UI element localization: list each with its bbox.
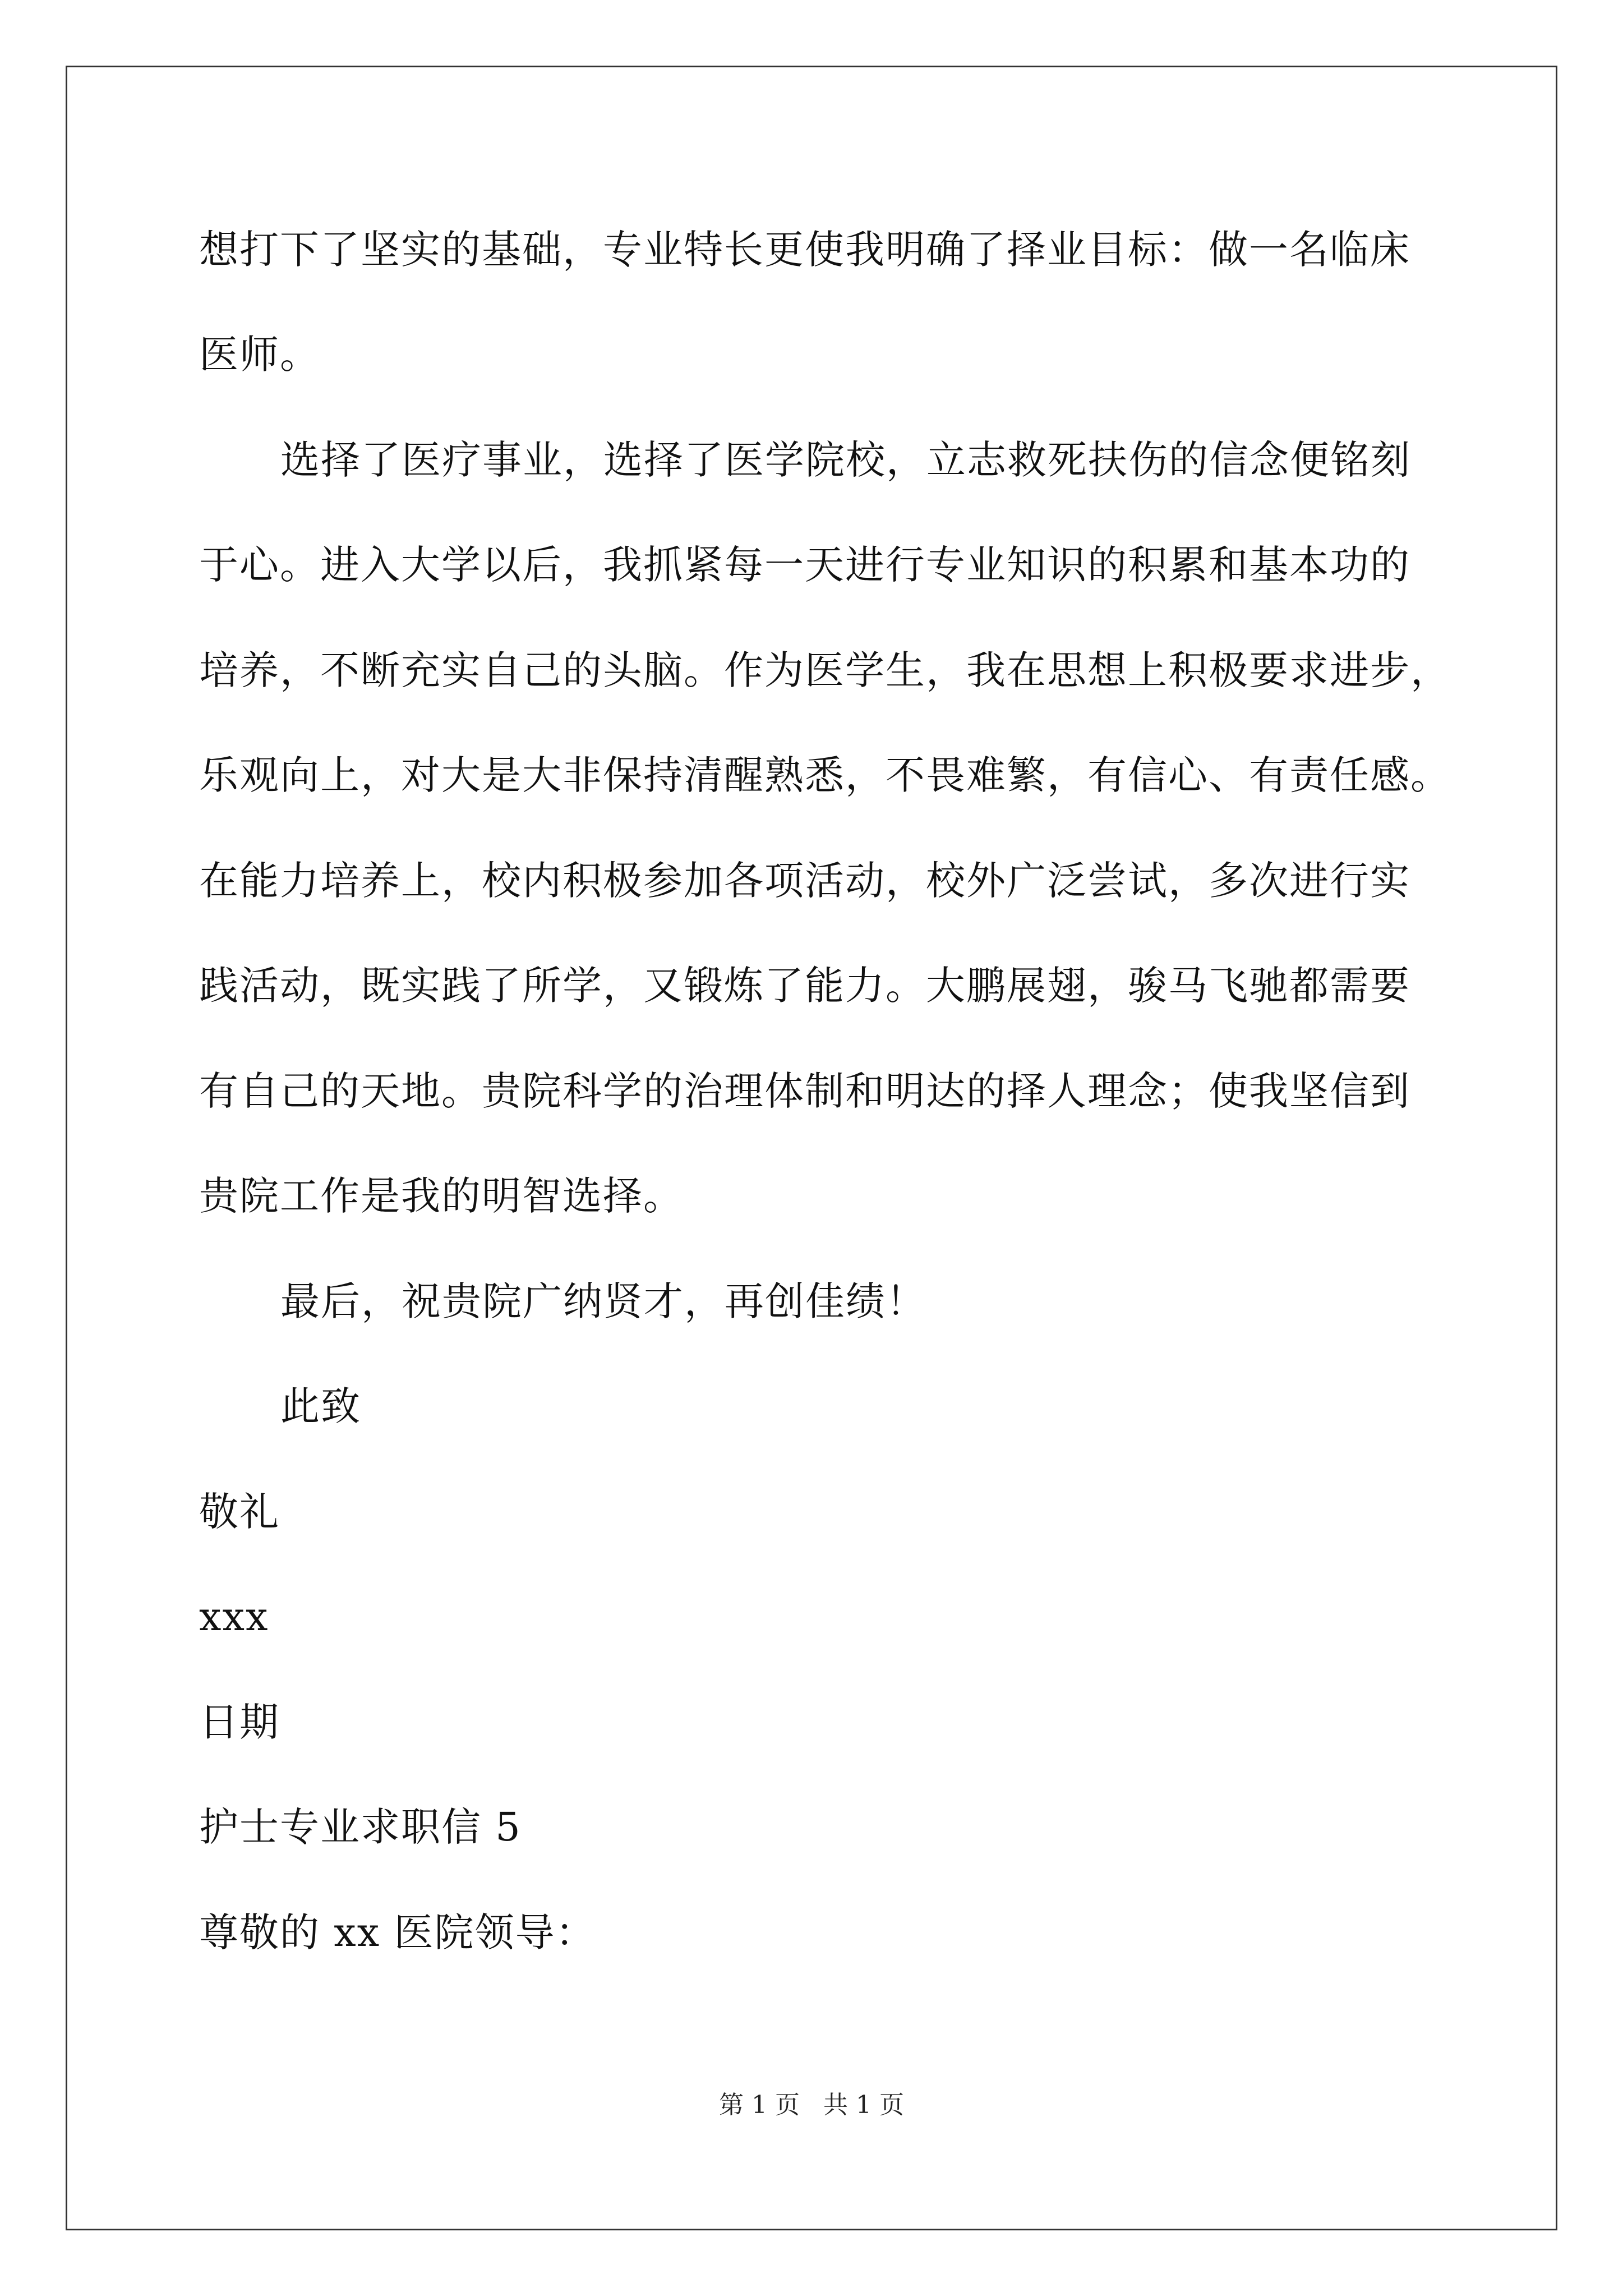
body-line: 想打下了坚实的基础，专业特长更使我明确了择业目标：做一名临床 [199,227,1410,273]
closing-regards: 敬礼 [199,1489,280,1535]
body-line: 培养，不断充实自己的头脑。作为医学生，我在思想上积极要求进步， [199,647,1451,693]
letter-greeting: 尊敬的 xx 医院领导： [199,1910,596,1955]
signature-name: xxx [199,1594,269,1640]
body-line: 医师。 [199,332,320,378]
closing-salutation: 此致 [280,1383,361,1429]
body-line: 于心。进入大学以后，我抓紧每一天进行专业知识的积累和基本功的 [199,542,1410,588]
body-line: 践活动，既实践了所学，又锻炼了能力。大鹏展翅，骏马飞驰都需要 [199,963,1410,1009]
body-line: 在能力培养上，校内积极参加各项活动，校外广泛尝试，多次进行实 [199,858,1410,904]
body-line: 选择了医疗事业，选择了医学院校，立志救死扶伤的信念便铭刻 [280,437,1411,483]
body-line: 贵院工作是我的明智选择。 [199,1173,684,1219]
body-line: 乐观向上，对大是大非保持清醒熟悉，不畏难繁，有信心、有责任感。 [199,752,1451,798]
section-heading: 护士专业求职信 5 [199,1804,522,1850]
body-line: 有自己的天地。贵院科学的治理体制和明达的择人理念；使我坚信到 [199,1068,1410,1114]
signature-date: 日期 [199,1699,280,1745]
page-number-footer: 第 1 页 共 1 页 [719,2091,904,2119]
page-border [66,66,1557,2230]
closing-wish: 最后，祝贵院广纳贤才，再创佳绩！ [280,1278,926,1324]
